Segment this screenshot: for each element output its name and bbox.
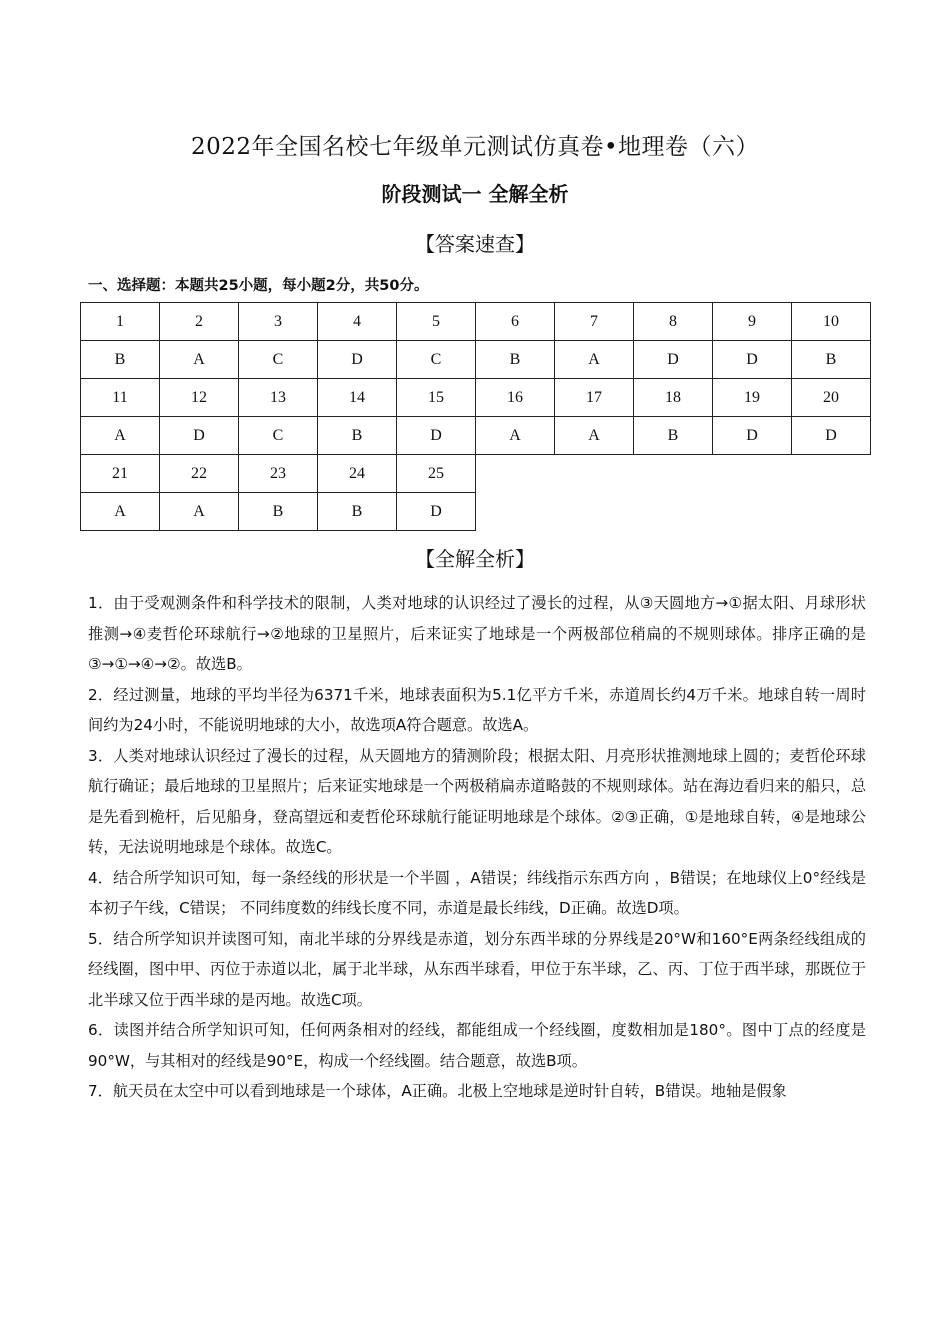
- full-analysis-heading: 【全解全析】: [415, 547, 535, 571]
- analysis-paragraph-2: 2．经过测量，地球的平均半径为6371千米，地球表面积为5.1亿平方千米，赤道周长约4万千米。地球自转一周时间约为24小时，不能说明地球的大小，故选项A符合题意。故选A。: [88, 685, 866, 734]
- answer-cell: B: [81, 341, 160, 379]
- empty-cell: [713, 493, 792, 531]
- answer-cell: A: [555, 341, 634, 379]
- empty-cell: [792, 455, 871, 493]
- empty-cell: [634, 493, 713, 531]
- answer-cell: B: [318, 417, 397, 455]
- answer-cell: B: [318, 493, 397, 531]
- document-title: 2022年全国名校七年级单元测试仿真卷•地理卷（六）: [190, 134, 760, 160]
- answer-cell: A: [81, 493, 160, 531]
- question-number-cell: 1: [81, 303, 160, 341]
- answer-cell: D: [318, 341, 397, 379]
- answer-cell: A: [476, 417, 555, 455]
- analysis-paragraph-4: 4．结合所学知识可知，每一条经线的形状是一个半圆 ，A错误；纬线指示东西方向 ，B错误；在地球仪上0°经线是本初子午线，C错误； 不同纬度数的纬线长度不同，赤道是最长纬线，D正确。故选D项。: [88, 868, 866, 917]
- question-number-cell: 15: [397, 379, 476, 417]
- empty-cell: [555, 493, 634, 531]
- answer-cell: D: [713, 341, 792, 379]
- answer-cell: B: [239, 493, 318, 531]
- question-number-cell: 2: [160, 303, 239, 341]
- question-info: 一、选择题：本题共25小题，每小题2分，共50分。: [88, 278, 429, 294]
- answer-table: [80, 302, 871, 531]
- answer-cell: A: [81, 417, 160, 455]
- answer-cell: A: [555, 417, 634, 455]
- document-subtitle: 阶段测试一 全解全析: [381, 182, 569, 206]
- question-number-cell: 5: [397, 303, 476, 341]
- analysis-paragraph-3: 3．人类对地球认识经过了漫长的过程，从天圆地方的猜测阶段；根据太阳、月亮形状推测地球上圆的；麦哲伦环球航行确证；最后地球的卫星照片；后来证实地球是一个两极稍扁赤道略鼓的不规则球体。站在海边看归来的船只，总是先看到桅杆，后见船身，登高望远和麦哲伦环球航行能证明地球是个球体。②③正确，①是地球自转，④是地球公转，无法说明地球是个球体。故选C。: [88, 746, 866, 856]
- empty-cell: [713, 455, 792, 493]
- answer-cell: C: [239, 341, 318, 379]
- table-row: [81, 303, 871, 341]
- question-number-cell: 20: [792, 379, 871, 417]
- answer-cell: B: [634, 417, 713, 455]
- empty-cell: [634, 455, 713, 493]
- table-row: [81, 379, 871, 417]
- question-number-cell: 8: [634, 303, 713, 341]
- question-number-cell: 9: [713, 303, 792, 341]
- question-number-cell: 21: [81, 455, 160, 493]
- question-number-cell: 11: [81, 379, 160, 417]
- analysis-paragraph-5: 5．结合所学知识并读图可知，南北半球的分界线是赤道，划分东西半球的分界线是20°W和160°E两条经线组成的经线圈，图中甲、丙位于赤道以北，属于北半球，从东西半球看，甲位于东半球，乙、丙、丁位于西半球，那既位于北半球又位于西半球的是丙地。故选C项。: [88, 929, 866, 1009]
- question-number-cell: 23: [239, 455, 318, 493]
- table-row: [81, 417, 871, 455]
- table-row: [81, 455, 871, 493]
- answer-cell: B: [476, 341, 555, 379]
- answer-cell: C: [239, 417, 318, 455]
- answer-cell: D: [397, 493, 476, 531]
- empty-cell: [555, 455, 634, 493]
- answer-cell: D: [713, 417, 792, 455]
- empty-cell: [792, 493, 871, 531]
- analysis-body: [88, 588, 866, 1107]
- answer-cell: A: [160, 493, 239, 531]
- question-number-cell: 13: [239, 379, 318, 417]
- question-number-cell: 4: [318, 303, 397, 341]
- answer-quick-check-heading: 【答案速查】: [415, 232, 535, 256]
- analysis-paragraph-1: 1．由于受观测条件和科学技术的限制，人类对地球的认识经过了漫长的过程，从③天圆地方→①据太阳、月球形状推测→④麦哲伦环球航行→②地球的卫星照片，后来证实了地球是一个两极部位稍扁的不规则球体。排序正确的是③→①→④→②。故选B。: [88, 594, 866, 673]
- answer-cell: B: [792, 341, 871, 379]
- question-number-cell: 25: [397, 455, 476, 493]
- table-row: [81, 493, 871, 531]
- question-number-cell: 12: [160, 379, 239, 417]
- empty-cell: [476, 455, 555, 493]
- answer-cell: D: [160, 417, 239, 455]
- question-number-cell: 6: [476, 303, 555, 341]
- analysis-paragraph-7: 7．航天员在太空中可以看到地球是一个球体，A正确。北极上空地球是逆时针自转，B错误。地轴是假象: [88, 1082, 787, 1100]
- question-number-cell: 19: [713, 379, 792, 417]
- analysis-paragraph-6: 6．读图并结合所学知识可知，任何两条相对的经线，都能组成一个经线圈，度数相加是180°。图中丁点的经度是90°W，与其相对的经线是90°E，构成一个经线圈。结合题意，故选B项。: [88, 1021, 866, 1070]
- question-number-cell: 16: [476, 379, 555, 417]
- table-row: [81, 341, 871, 379]
- question-number-cell: 10: [792, 303, 871, 341]
- question-number-cell: 22: [160, 455, 239, 493]
- answer-cell: D: [634, 341, 713, 379]
- question-number-cell: 7: [555, 303, 634, 341]
- answer-cell: D: [397, 417, 476, 455]
- question-number-cell: 17: [555, 379, 634, 417]
- question-number-cell: 18: [634, 379, 713, 417]
- answer-cell: D: [792, 417, 871, 455]
- answer-cell: A: [160, 341, 239, 379]
- answer-cell: C: [397, 341, 476, 379]
- empty-cell: [476, 493, 555, 531]
- question-number-cell: 24: [318, 455, 397, 493]
- question-number-cell: 3: [239, 303, 318, 341]
- question-number-cell: 14: [318, 379, 397, 417]
